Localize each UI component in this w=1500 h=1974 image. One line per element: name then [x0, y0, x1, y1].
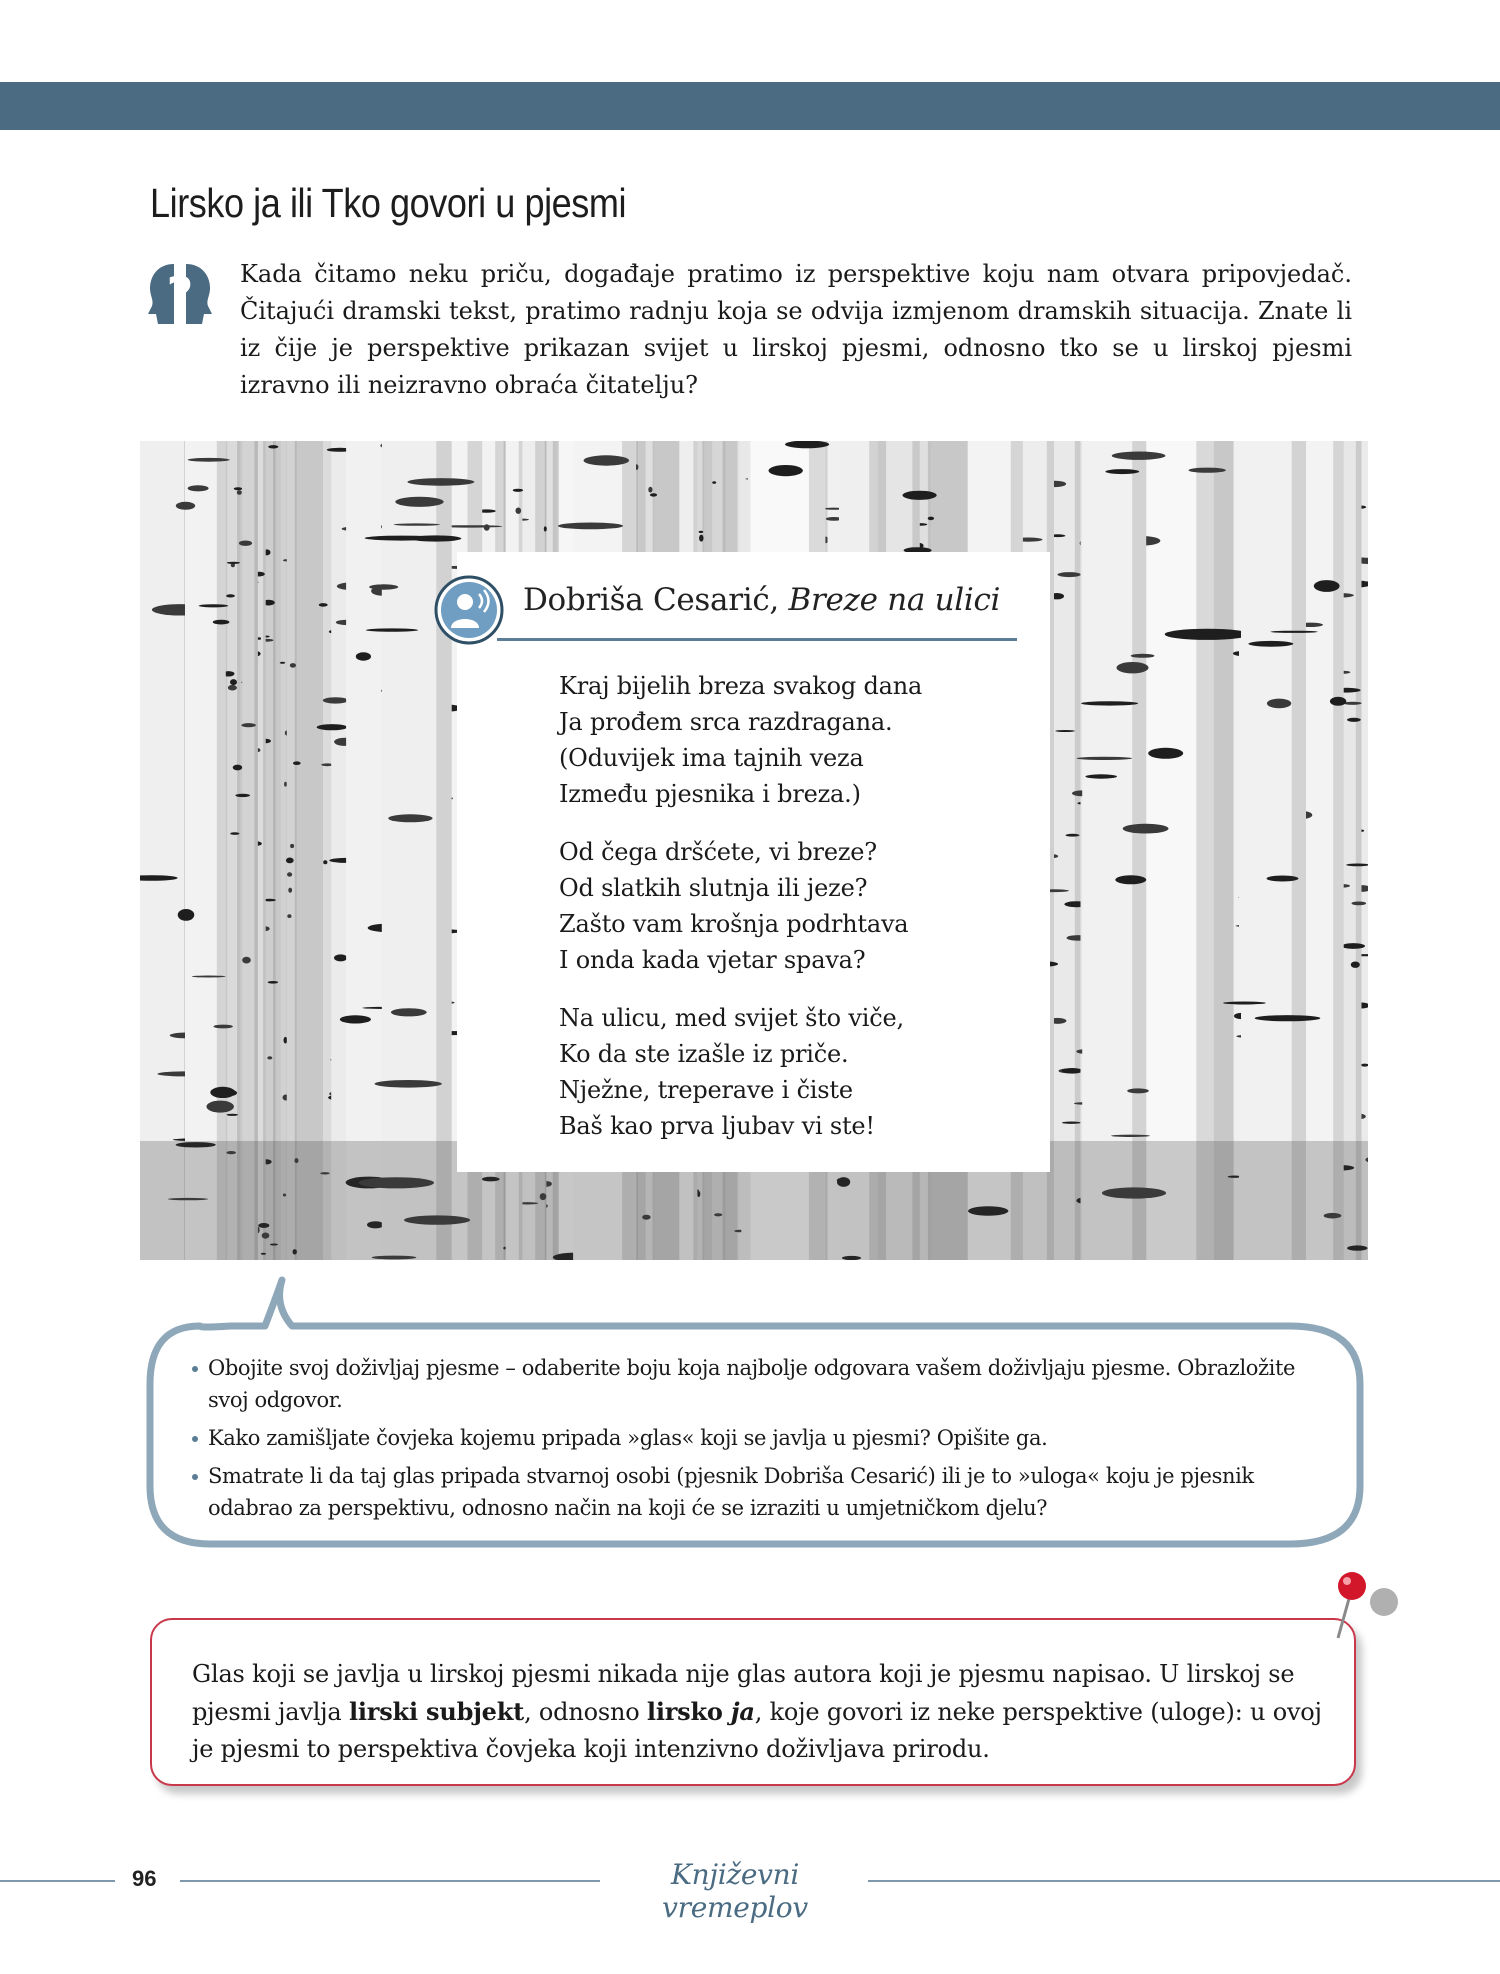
page-number: 96: [132, 1866, 157, 1891]
push-pin-icon: [1330, 1568, 1400, 1643]
info-text-part: , odnosno: [524, 1698, 647, 1726]
svg-text:?: ?: [166, 267, 194, 321]
question-item: Smatrate li da taj glas pripada stvarnoj osobi (pjesnik Dobriša Cesarić) ili je to »uloga« koju je pjesnik odabrao za perspektivu, odnosno način na koji će se izraziti u umjetničkom djelu?: [190, 1460, 1330, 1524]
poem-line: I onda kada vjetar spava?: [559, 946, 866, 974]
intro-text: Kada čitamo neku priču, događaje pratimo iz perspektive koju nam otvara pripovjedač. Čitajući dramski tekst, pratimo radnju koja se odvija izmjenom dramskih situacija. Znate li iz čije je perspektive prikazan svijet u lirskoj pjesmi, odnosno tko se u lirskoj pjesmi izravno ili neizravno obraća čitatelju?: [240, 260, 1352, 399]
term-lirsko: lirsko: [646, 1697, 731, 1726]
info-box: [150, 1618, 1356, 1786]
book-title: Književni vremeplov: [662, 1858, 808, 1924]
poem-line: Od čega dršćete, vi breze?: [559, 838, 877, 866]
poem-line: Kraj bijelih breza svakog dana: [559, 672, 923, 700]
poem-author: Dobriša Cesarić,: [523, 582, 779, 618]
footer-rule: [868, 1880, 1500, 1882]
footer-rule: [180, 1880, 600, 1882]
poem-line: Od slatkih slutnja ili jeze?: [559, 874, 868, 902]
footer-rule: [0, 1880, 115, 1882]
term-lirski-subjekt: lirski subjekt: [348, 1697, 525, 1726]
info-text-part: , koje govori iz neke perspektive (uloge): u ovoj je pjesmi to perspektiva čovjeka koji intenzivno doživljava prirodu.: [192, 1698, 1322, 1763]
poem-line: Ko da ste izašle iz priče.: [559, 1040, 849, 1068]
info-text: [192, 1656, 1322, 1768]
poem-line: Nježne, treperave i čiste: [559, 1076, 853, 1104]
poem-title: Breze na ulici: [788, 582, 1001, 618]
question-list: [190, 1352, 1330, 1530]
poem-line: (Oduvijek ima tajnih veza: [559, 744, 864, 772]
info-text-part: Glas koji se javlja u lirskoj pjesmi nikada nije glas autora koji je pjesmu napisao. U lirskoj se pjesmi javlja: [192, 1660, 1295, 1726]
poem-line: Na ulicu, med svijet što viče,: [559, 1004, 904, 1032]
poem-line: Baš kao prva ljubav vi ste!: [559, 1112, 875, 1140]
term-ja: ja: [730, 1697, 755, 1726]
poem-line: Zašto vam krošnja podrhtava: [559, 910, 909, 938]
question-item: Kako zamišljate čovjeka kojemu pripada »glas« koji se javlja u pjesmi? Opišite ga.: [190, 1422, 1330, 1454]
question-item: Obojite svoj doživljaj pjesme – odaberite boju koja najbolje odgovara vašem doživljaju pjesme. Obrazložite svoj odgovor.: [190, 1352, 1330, 1416]
poem-line: Između pjesnika i breza.): [559, 780, 861, 808]
poem-line: Ja prođem srca razdragana.: [559, 708, 893, 736]
page-title: Lirsko ja ili Tko govori u pjesmi: [150, 180, 627, 226]
